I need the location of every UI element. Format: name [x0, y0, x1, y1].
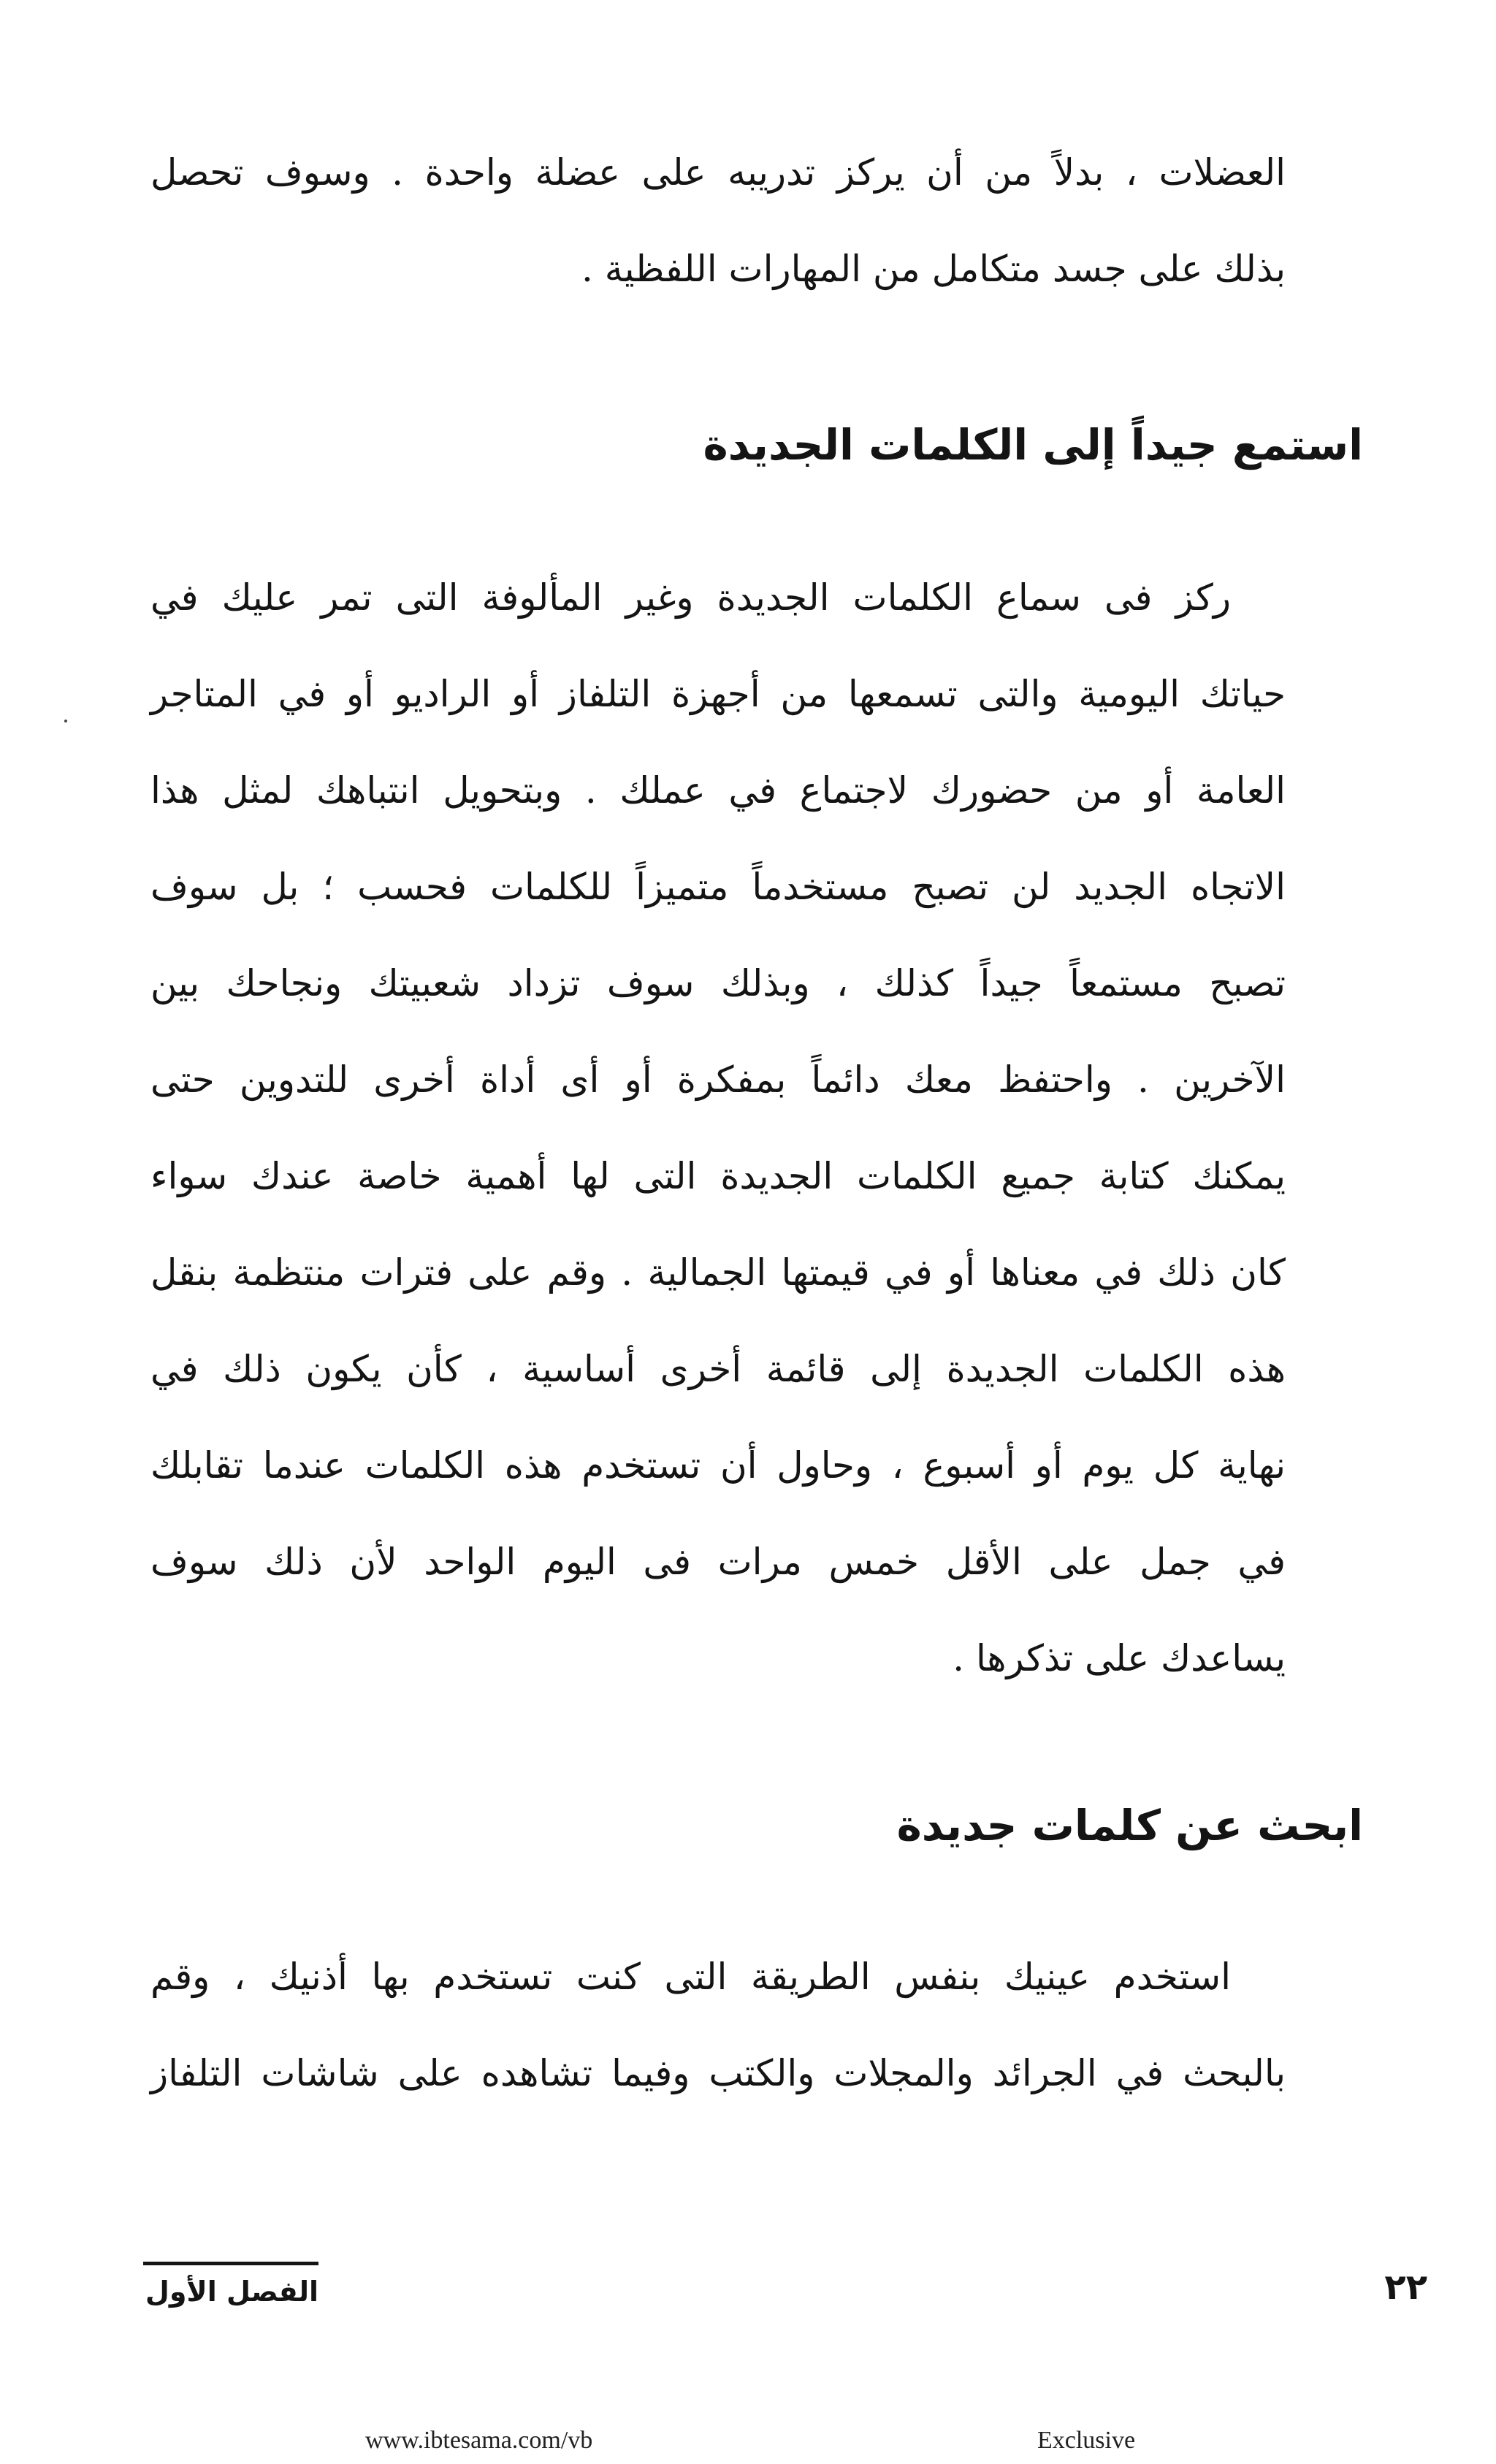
intro-paragraph [150, 124, 1286, 317]
text-line: كان ذلك في معناها أو في قيمتها الجمالية . وقم على فترات منتظمة بنقل [150, 1251, 1286, 1294]
text-line: الآخرين . واحتفظ معك دائماً بمفكرة أو أى أداة أخرى للتدوين حتى [150, 1059, 1286, 1101]
watermark-label: Exclusive [1037, 2427, 1136, 2454]
text-line: بذلك على جسد متكامل من المهارات اللفظية . [581, 248, 1286, 290]
text-line: هذه الكلمات الجديدة إلى قائمة أخرى أساسية ، كأن يكون ذلك في [150, 1348, 1286, 1390]
margin-speck [64, 720, 67, 722]
section-heading-listen: استمع جيداً إلى الكلمات الجديدة [703, 420, 1363, 470]
text-line: استخدم عينيك بنفس الطريقة التى كنت تستخدم بها أذنيك ، وقم [150, 1956, 1231, 1998]
section-paragraph-listen [150, 549, 1286, 1706]
text-line: في جمل على الأقل خمس مرات فى اليوم الواحد لأن ذلك سوف [150, 1541, 1286, 1583]
page-number: ٢٢ [1384, 2267, 1427, 2308]
section-heading-search: ابحث عن كلمات جديدة [896, 1801, 1363, 1850]
footer-rule [143, 2262, 318, 2265]
text-line: الاتجاه الجديد لن تصبح مستخدماً متميزاً للكلمات فحسب ؛ بل سوف [150, 866, 1286, 908]
text-line: ركز فى سماع الكلمات الجديدة وغير المألوفة التى تمر عليك في [150, 576, 1231, 619]
text-line: بالبحث في الجرائد والمجلات والكتب وفيما تشاهده على شاشات التلفاز [150, 2052, 1286, 2094]
text-line: العضلات ، بدلاً من أن يركز تدريبه على عضلة واحدة . وسوف تحصل [150, 151, 1286, 194]
text-line: يمكنك كتابة جميع الكلمات الجديدة التى لها أهمية خاصة عندك سواء [150, 1155, 1286, 1197]
watermark-site-url: www.ibtesama.com/vb [365, 2427, 593, 2454]
text-line: تصبح مستمعاً جيداً كذلك ، وبذلك سوف تزداد شعبيتك ونجاحك بين [150, 962, 1286, 1004]
chapter-label: الفصل الأول [145, 2276, 318, 2308]
text-line: العامة أو من حضورك لاجتماع في عملك . وبتحويل انتباهك لمثل هذا [150, 769, 1286, 812]
text-line: يساعدك على تذكرها . [953, 1637, 1286, 1679]
text-line: حياتك اليومية والتى تسمعها من أجهزة التلفاز أو الراديو أو في المتاجر [150, 673, 1286, 715]
section-paragraph-search [150, 1929, 1286, 2121]
text-line: نهاية كل يوم أو أسبوع ، وحاول أن تستخدم هذه الكلمات عندما تقابلك [150, 1444, 1286, 1487]
